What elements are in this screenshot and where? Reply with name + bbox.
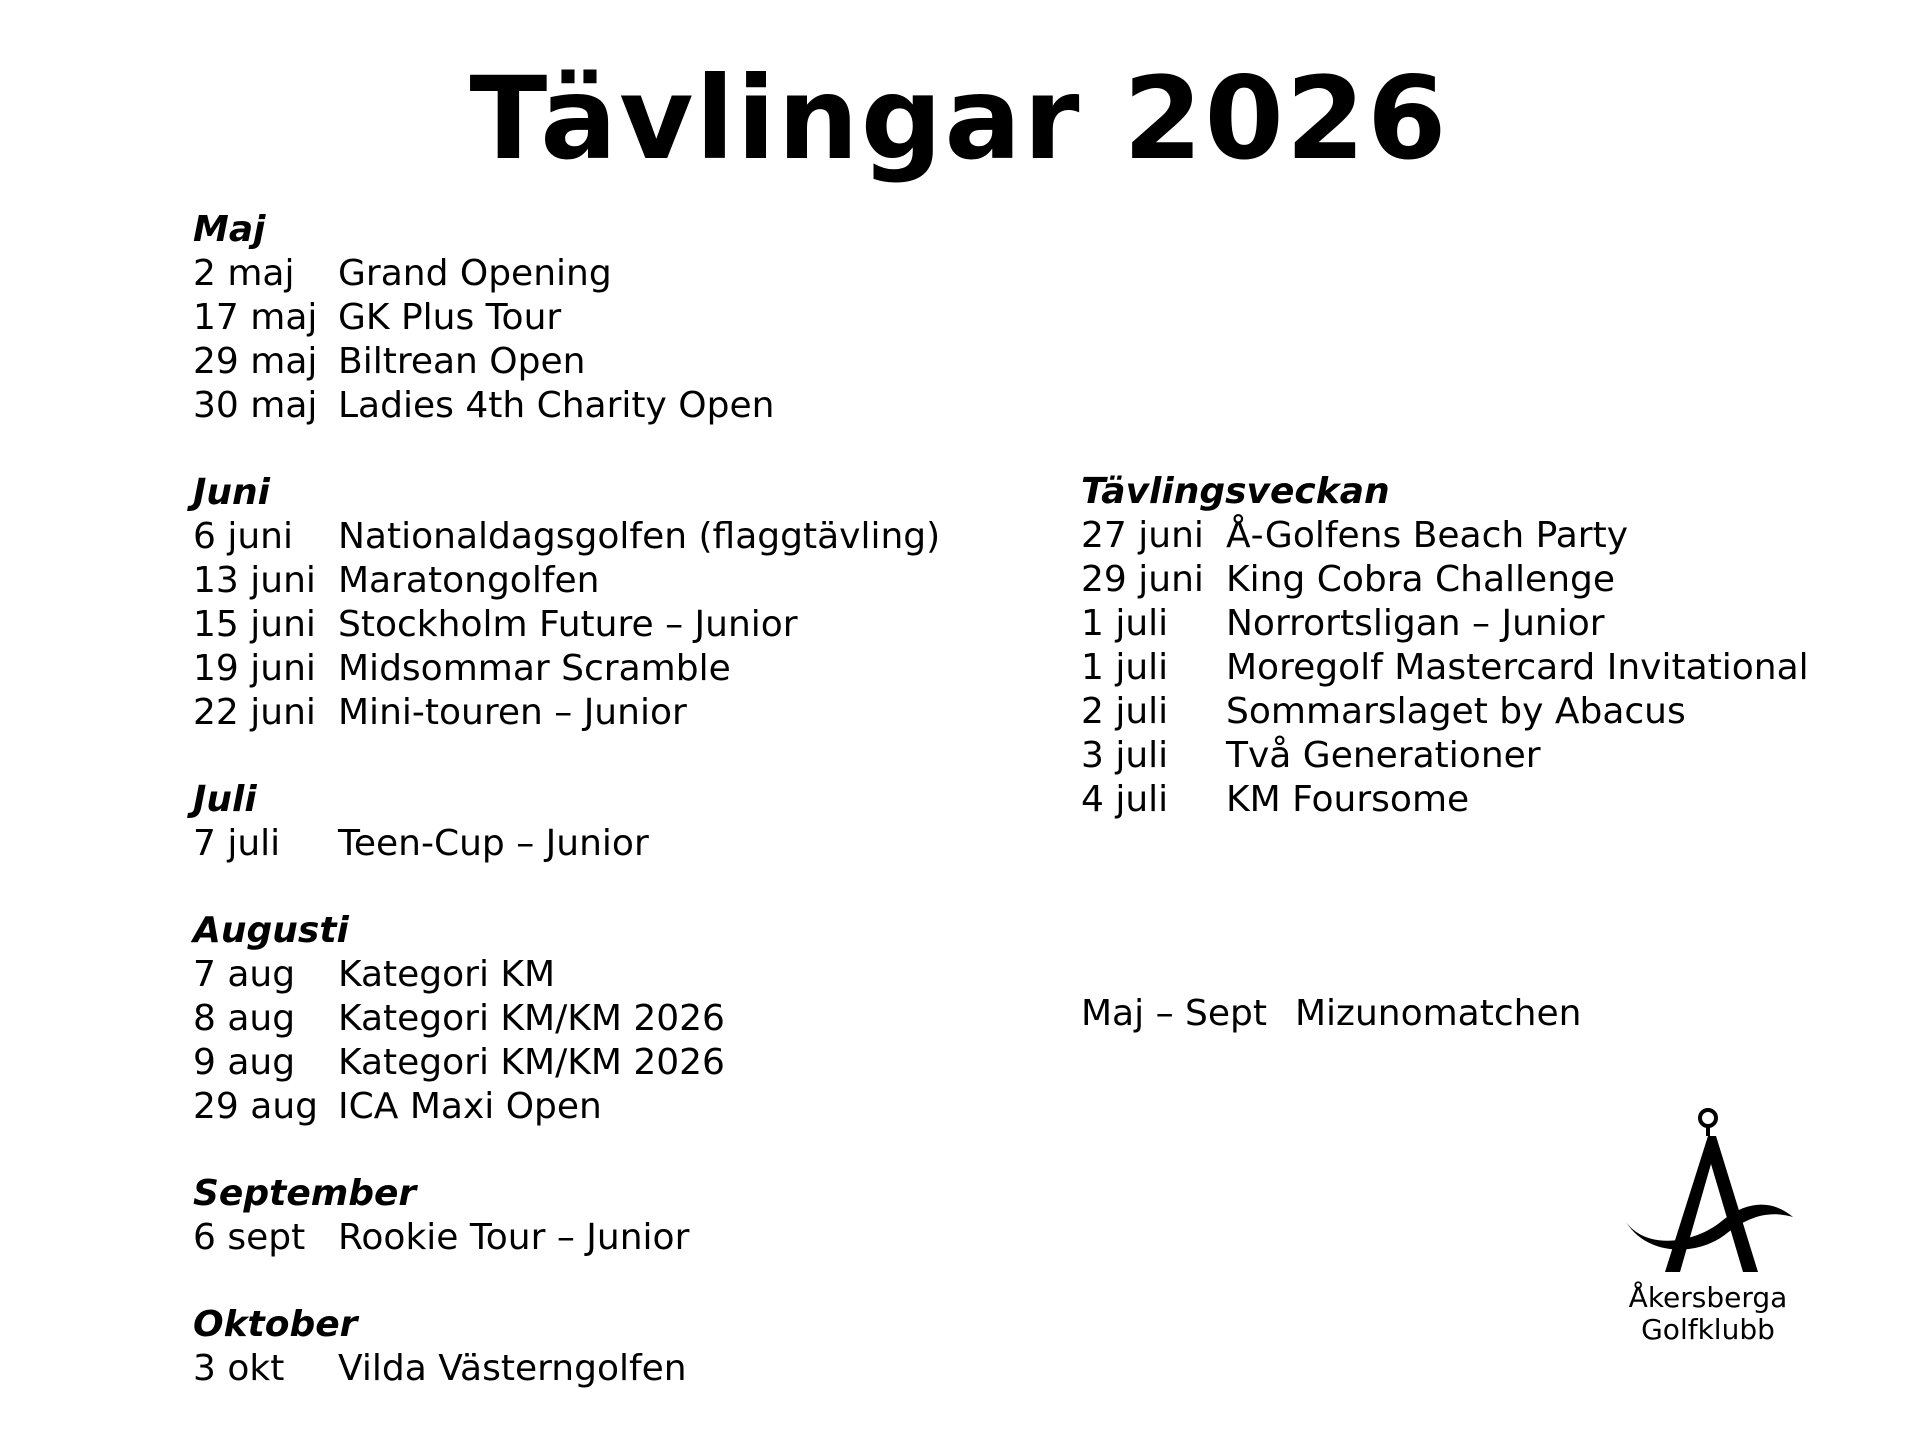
event-name: ICA Maxi Open — [338, 1086, 602, 1127]
logo-line-2: Golfklubb — [1641, 1313, 1775, 1346]
tavlingsveckan-section — [1081, 470, 1809, 822]
event-name: Nationaldagsgolfen (flaggtävling) — [338, 516, 941, 557]
section-heading: Tävlingsveckan — [1081, 471, 1390, 512]
event-date: 1 juli — [1081, 603, 1169, 644]
event-row — [1081, 778, 1809, 822]
event-name: GK Plus Tour — [338, 297, 562, 338]
logo-line-1: Åkersberga — [1628, 1281, 1788, 1314]
event-row — [193, 953, 940, 997]
event-name: Norrortsligan – Junior — [1226, 603, 1605, 644]
event-row — [193, 384, 940, 428]
event-row — [193, 1216, 940, 1260]
event-name: Biltrean Open — [338, 341, 586, 382]
event-row — [193, 559, 940, 603]
event-row — [193, 340, 940, 384]
event-row — [1081, 690, 1809, 734]
event-date: 27 juni — [1081, 515, 1204, 556]
month-section-augusti — [193, 909, 940, 1129]
monthly-schedule — [193, 208, 940, 1434]
event-name: Å-Golfens Beach Party — [1226, 515, 1629, 556]
event-date: 29 maj — [193, 341, 318, 382]
month-heading: Juni — [193, 472, 270, 513]
event-name: Grand Opening — [338, 253, 612, 294]
event-name: KM Foursome — [1226, 779, 1470, 820]
event-row — [193, 252, 940, 296]
logo-text — [1608, 1282, 1808, 1346]
month-heading: September — [193, 1173, 417, 1214]
month-heading: Oktober — [193, 1304, 358, 1345]
event-date: 17 maj — [193, 297, 318, 338]
event-name: Midsommar Scramble — [338, 648, 731, 689]
event-date: 1 juli — [1081, 647, 1169, 688]
event-row — [1081, 646, 1809, 690]
akersberga-a-ring-icon — [1608, 1102, 1808, 1282]
event-date: 6 sept — [193, 1217, 306, 1258]
event-row — [1081, 514, 1809, 558]
event-name: Mini-touren – Junior — [338, 692, 687, 733]
event-name: Kategori KM/KM 2026 — [338, 998, 725, 1039]
event-date: 29 aug — [193, 1086, 318, 1127]
event-date: 2 juli — [1081, 691, 1169, 732]
season-event-name: Mizunomatchen — [1294, 993, 1582, 1034]
event-date: 9 aug — [193, 1042, 296, 1083]
month-heading: Juli — [193, 779, 257, 820]
month-section-juli — [193, 778, 940, 866]
month-section-oktober — [193, 1303, 940, 1391]
event-date: 4 juli — [1081, 779, 1169, 820]
event-name: Vilda Västerngolfen — [338, 1348, 687, 1389]
event-row — [193, 515, 940, 559]
event-date: 15 juni — [193, 604, 316, 645]
month-section-maj — [193, 208, 940, 428]
event-row — [193, 997, 940, 1041]
event-date: 2 maj — [193, 253, 295, 294]
event-row — [193, 603, 940, 647]
month-section-september — [193, 1172, 940, 1260]
event-date: 22 juni — [193, 692, 316, 733]
club-logo — [1608, 1102, 1808, 1352]
event-date: 8 aug — [193, 998, 296, 1039]
event-row — [193, 1347, 940, 1391]
event-name: Teen-Cup – Junior — [338, 823, 649, 864]
event-date: 7 aug — [193, 954, 296, 995]
event-name: Maratongolfen — [338, 560, 600, 601]
event-row — [193, 296, 940, 340]
event-name: Kategori KM/KM 2026 — [338, 1042, 725, 1083]
event-row — [193, 1041, 940, 1085]
event-name: King Cobra Challenge — [1226, 559, 1616, 600]
event-row — [1081, 558, 1809, 602]
event-name: Stockholm Future – Junior — [338, 604, 798, 645]
event-name: Två Generationer — [1226, 735, 1541, 776]
season-period: Maj – Sept — [1081, 993, 1267, 1034]
event-date: 7 juli — [193, 823, 281, 864]
month-section-juni — [193, 471, 940, 735]
event-name: Kategori KM — [338, 954, 556, 995]
season-event-row — [1081, 992, 1581, 1036]
event-name: Sommarslaget by Abacus — [1226, 691, 1686, 732]
event-row — [1081, 734, 1809, 778]
event-row — [1081, 602, 1809, 646]
event-date: 3 okt — [193, 1348, 285, 1389]
event-date: 30 maj — [193, 385, 318, 426]
event-date: 13 juni — [193, 560, 316, 601]
event-date: 29 juni — [1081, 559, 1204, 600]
event-name: Ladies 4th Charity Open — [338, 385, 775, 426]
event-date: 19 juni — [193, 648, 316, 689]
event-date: 6 juni — [193, 516, 293, 557]
event-name: Moregolf Mastercard Invitational — [1226, 647, 1809, 688]
page-title: Tävlingar 2026 — [469, 52, 1449, 185]
month-heading: Augusti — [193, 910, 349, 951]
month-heading: Maj — [193, 209, 266, 250]
event-row — [193, 691, 940, 735]
event-row — [193, 1085, 940, 1129]
event-row — [193, 822, 940, 866]
event-row — [193, 647, 940, 691]
event-date: 3 juli — [1081, 735, 1169, 776]
event-name: Rookie Tour – Junior — [338, 1217, 690, 1258]
